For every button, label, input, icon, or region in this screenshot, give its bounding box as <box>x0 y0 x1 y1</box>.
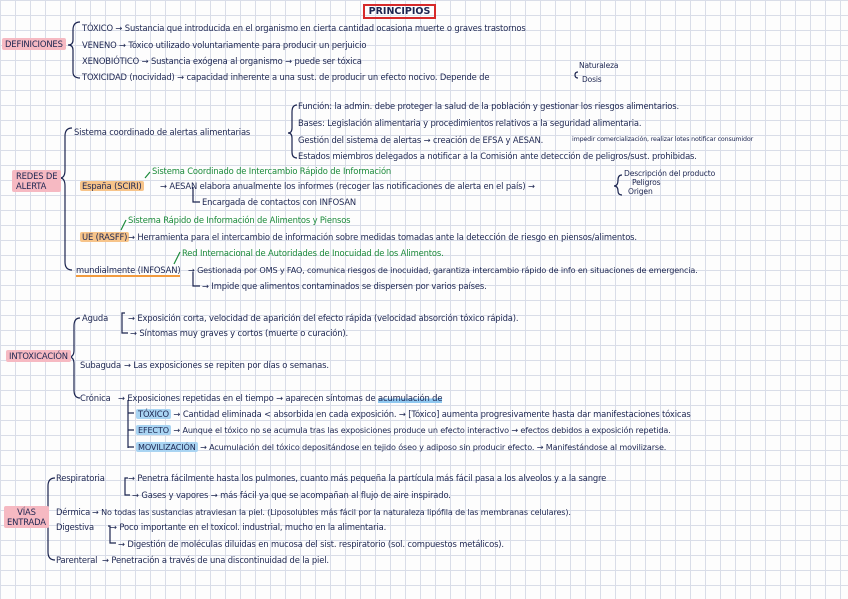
espana-text: → AESAN elabora anualmente los informes (recoger las notificaciones de alerta en el país) → <box>160 181 535 191</box>
espana-info-origen: Origen <box>628 187 653 196</box>
depende-naturaleza: Naturaleza <box>579 61 619 70</box>
def-toxicidad: TOXICIDAD (nocividad) → capacidad inherente a una sust. de producir un efecto nocivo. Depende de <box>82 72 490 82</box>
mundo-sub: → Impide que alimentos contaminados se dispersen por varios países. <box>202 281 487 291</box>
resp-2: → Gases y vapores → más fácil ya que se acompañan al flujo de aire inspirado. <box>132 490 451 500</box>
section-redes: REDES DE ALERTA <box>12 170 61 192</box>
redes-sistema: Sistema coordinado de alertas alimentarias <box>74 127 251 137</box>
derm-label: Dérmica <box>56 507 91 517</box>
mundo-network: Red Internacional de Autoridades de Inocuidad de los Alimentos. <box>182 248 444 258</box>
subaguda-label: Subaguda <box>80 360 121 370</box>
sistema-bases: Bases: Legislación alimentaria y procedimientos relativos a la seguridad alimentaria. <box>298 118 642 128</box>
derm-text: → No todas las sustancias atraviesan la piel. (Liposolubles más fácil por la naturaleza lipófila de las membranas celulares). <box>92 507 571 517</box>
mundo-label: mundialmente (INFOSAN) <box>76 265 181 275</box>
def-xenobiotico: XENOBIÓTICO → Sustancia exógena al organismo → puede ser tóxica <box>82 56 362 66</box>
espana-info-desc: Descripción del producto <box>624 169 716 178</box>
par-label: Parenteral <box>56 555 98 565</box>
sistema-estados: Estados miembros delegados a notificar a la Comisión ante detección de peligros/sust. prohibidas. <box>298 151 697 161</box>
dig-2: → Digestión de moléculas diluidas en mucosa del sist. respiratorio (sol. compuestos metálicos). <box>118 539 504 549</box>
aesan-note: impedir comercialización, realizar lotes notificar consumidor <box>572 136 754 143</box>
cronica-toxico: TÓXICO → Cantidad eliminada < absorbida en cada exposición. → [Tóxico] aumenta progresivamente hasta dar manifestaciones tóxicas <box>138 409 691 419</box>
page-title: PRINCIPIOS <box>363 4 436 19</box>
def-veneno: VENENO → Tóxico utilizado voluntariamente para producir un perjuicio <box>82 40 367 50</box>
aguda-2: → Síntomas muy graves y cortos (muerte o curación). <box>130 328 349 338</box>
section-vias: VÍAS ENTRADA <box>4 506 49 528</box>
depende-dosis: Dosis <box>582 75 602 84</box>
resp-1: → Penetra fácilmente hasta los pulmones, cuanto más pequeña la partícula más fácil pasa a los alveolos y a la sangre <box>128 473 607 483</box>
cronica-label: Crónica <box>80 393 111 403</box>
ue-network: Sistema Rápido de Información de Alimentos y Piensos <box>128 215 351 225</box>
cronica-efecto: EFECTO → Aunque el tóxico no se acumula tras las exposiciones produce un efecto interactivo → efectos debidos a exposición repetida. <box>138 425 671 435</box>
ue-label: UE (RASFF) <box>82 232 128 242</box>
section-intoxicacion: INTOXICACIÓN <box>6 352 71 360</box>
espana-sub: Encargada de contactos con INFOSAN <box>202 197 357 207</box>
sistema-funcion: Función: la admin. debe proteger la salud de la población y gestionar los riesgos alimentarios. <box>298 101 679 111</box>
par-text: → Penetración a través de una discontinuidad de la piel. <box>102 555 329 565</box>
aguda-label: Aguda <box>82 313 109 323</box>
sistema-gestion: Gestión del sistema de alertas → creación de EFSA y AESAN. <box>298 135 544 145</box>
resp-label: Respiratoria <box>56 473 105 483</box>
cronica-text: → Exposiciones repetidas en el tiempo → aparecen síntomas de acumulación de <box>118 393 443 403</box>
dig-label: Digestiva <box>56 522 94 532</box>
espana-info-peligros: Peligros <box>632 178 661 187</box>
cronica-movil: MOVILIZACIÓN → Acumulación del tóxico depositándose en tejido óseo y adiposo sin producir efecto. → Manifestándose al movilizarse. <box>138 442 667 452</box>
espana-network: Sistema Coordinado de Intercambio Rápido de Información <box>152 166 392 176</box>
subaguda-text: → Las exposiciones se repiten por días o semanas. <box>124 360 329 370</box>
def-toxico: TÓXICO → Sustancia que introducida en el organismo en cierta cantidad ocasiona muerte o graves trastornos <box>82 23 526 33</box>
section-definiciones: DEFINICIONES <box>2 40 66 48</box>
espana-label: España (SCIRI) <box>82 181 142 191</box>
aguda-1: → Exposición corta, velocidad de aparición del efecto rápida (velocidad absorción tóxico rápida). <box>128 313 519 323</box>
mundo-text: → Gestionada por OMS y FAO, comunica riesgos de inocuidad, garantiza intercambio rápido de info en situaciones de emergencia. <box>188 265 698 275</box>
ue-text: → Herramienta para el intercambio de información sobre medidas tomadas ante la detección de riesgo en piensos/alimentos. <box>128 232 637 242</box>
dig-1: → Poco importante en el toxicol. industrial, mucho en la alimentaria. <box>110 522 387 532</box>
